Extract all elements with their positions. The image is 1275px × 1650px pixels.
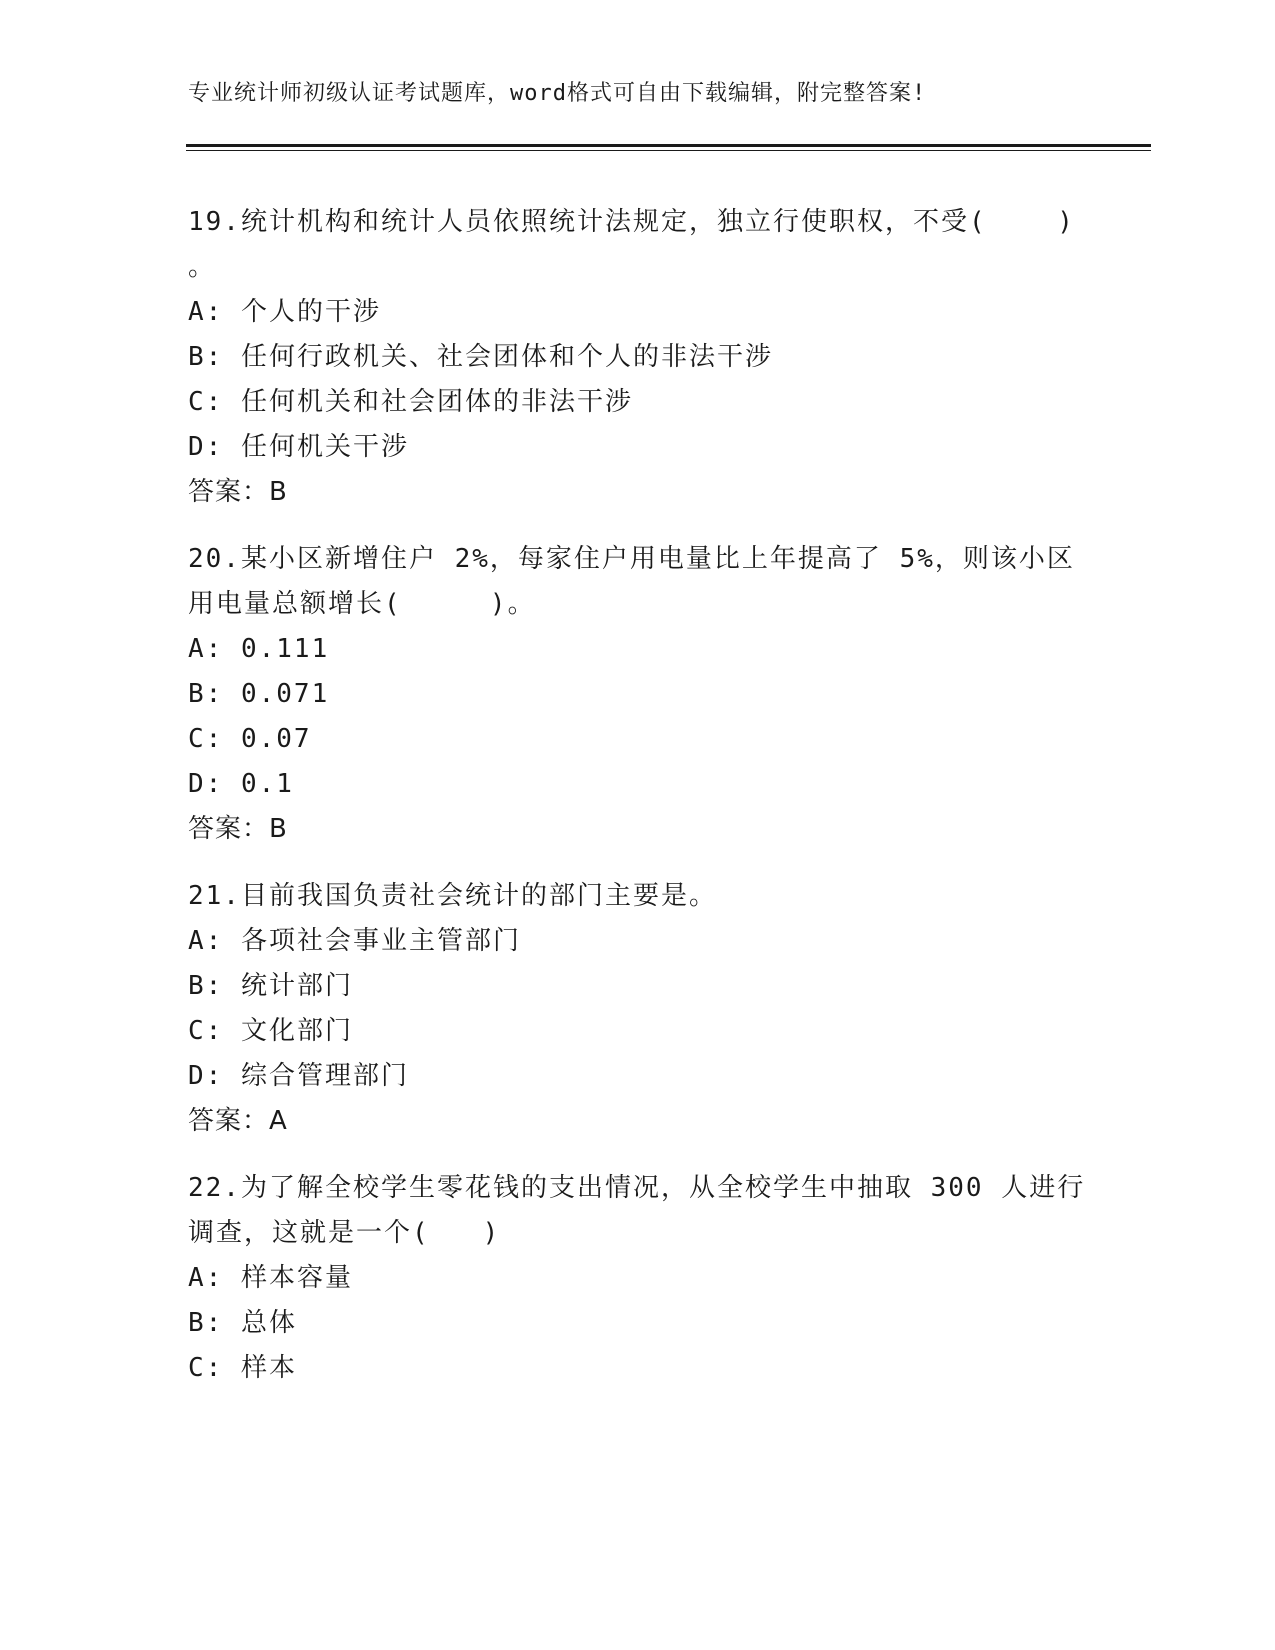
page-header: 专业统计师初级认证考试题库，word格式可自由下载编辑，附完整答案! bbox=[188, 81, 927, 106]
answer-label: 答案：B bbox=[188, 477, 288, 507]
option-d: D: 综合管理部门 bbox=[188, 1061, 409, 1091]
option-d: D: 0.1 bbox=[188, 769, 294, 799]
option-b: B: 0.071 bbox=[188, 679, 330, 709]
question-21 bbox=[188, 874, 1088, 1144]
option-a: A: 各项社会事业主管部门 bbox=[188, 926, 521, 956]
question-text: 21.目前我国负责社会统计的部门主要是。 bbox=[188, 881, 717, 911]
header-rule-thin bbox=[186, 150, 1151, 151]
option-a: A: 0.111 bbox=[188, 634, 330, 664]
header-rule-thick bbox=[186, 144, 1151, 147]
question-20 bbox=[188, 537, 1088, 852]
question-text: 22.为了解全校学生零花钱的支出情况，从全校学生中抽取 300 人进行 bbox=[188, 1173, 1086, 1203]
question-19 bbox=[188, 200, 1088, 515]
answer-label: 答案：B bbox=[188, 814, 288, 844]
question-list bbox=[188, 200, 1088, 1413]
option-c: C: 0.07 bbox=[188, 724, 312, 754]
option-b: B: 统计部门 bbox=[188, 971, 353, 1001]
question-text-continued: 调查，这就是一个( ) bbox=[188, 1218, 501, 1248]
option-c: C: 任何机关和社会团体的非法干涉 bbox=[188, 387, 633, 417]
question-text: 19.统计机构和统计人员依照统计法规定，独立行使职权，不受( ) bbox=[188, 207, 1075, 237]
question-text-continued: 用电量总额增长( )。 bbox=[188, 589, 536, 619]
option-c: C: 样本 bbox=[188, 1353, 297, 1383]
question-text: 20.某小区新增住户 2%，每家住户用电量比上年提高了 5%，则该小区 bbox=[188, 544, 1075, 574]
option-a: A: 样本容量 bbox=[188, 1263, 353, 1293]
question-22 bbox=[188, 1166, 1088, 1391]
answer-label: 答案：A bbox=[188, 1106, 288, 1136]
question-text-continued: 。 bbox=[188, 252, 217, 282]
option-d: D: 任何机关干涉 bbox=[188, 432, 409, 462]
option-c: C: 文化部门 bbox=[188, 1016, 353, 1046]
option-a: A: 个人的干涉 bbox=[188, 297, 381, 327]
option-b: B: 任何行政机关、社会团体和个人的非法干涉 bbox=[188, 342, 773, 372]
option-b: B: 总体 bbox=[188, 1308, 297, 1338]
